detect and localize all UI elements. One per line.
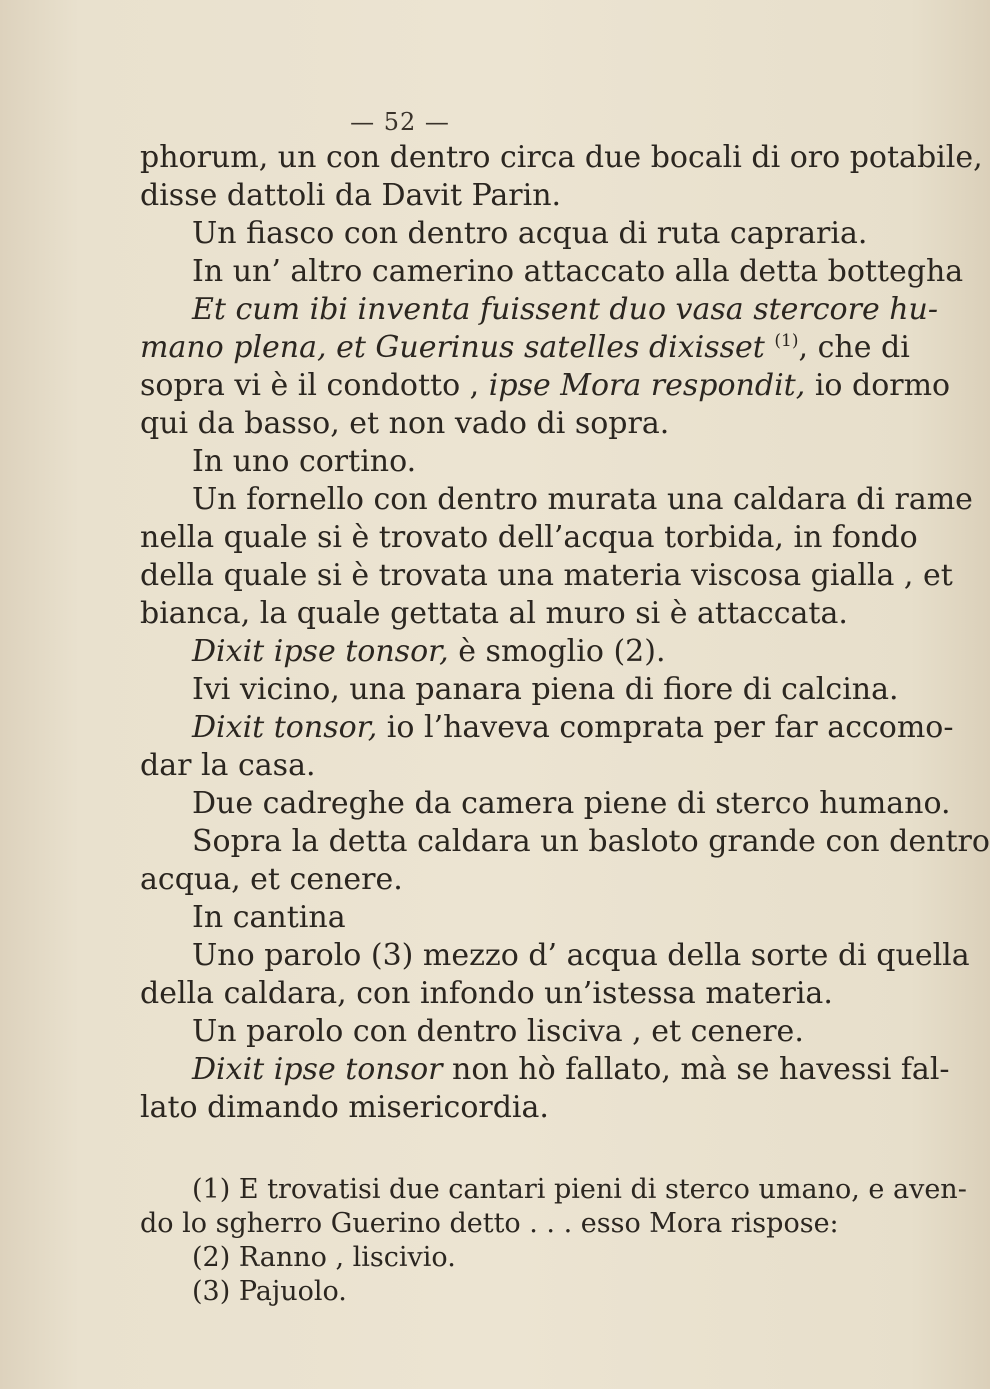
text-line: qui da basso, et non vado di sopra. [140,406,670,441]
latin-phrase: Dixit ipse tonsor, [192,634,449,669]
page-number: — 52 — [350,108,450,136]
text-line [140,330,910,366]
footnote: do lo sgherro Guerino detto . . . esso Mora rispose: [140,1208,839,1239]
text-fragment: io dormo [814,368,951,403]
footnote: (2) Ranno , liscivio. [192,1242,456,1273]
section-heading: In uno cortino. [192,444,417,479]
latin-phrase: Dixit ipse tonsor [192,1052,443,1087]
text-line: della quale si è trovata una materia viscosa gialla , et [140,558,953,593]
footnote: (3) Pajuolo. [192,1276,347,1307]
text-line: lato dimando misericordia. [140,1090,549,1125]
text-line: acqua, et cenere. [140,862,403,897]
footnote: (1) E trovatisi due cantari pieni di sterco umano, e aven- [192,1174,967,1205]
text-line [192,710,954,746]
text-fragment: è smoglio (2). [458,634,666,669]
text-fragment: , che di [798,330,910,365]
text-fragment: io l’haveva comprata per far accomo- [386,710,954,745]
text-fragment: non hò fallato, mà se havessi fal- [452,1052,950,1087]
text-line: Un fornello con dentro murata una caldara di rame [192,482,973,517]
text-line: nella quale si è trovato dell’acqua torbida, in fondo [140,520,918,555]
text-line-content: phorum, un con dentro circa due bocali di oro potabile, [140,140,983,175]
text-line: Due cadreghe da camera piene di sterco humano. [192,786,951,821]
text-line: In un’ altro camerino attaccato alla detta bottegha [192,254,964,289]
text-line: Un fiasco con dentro acqua di ruta capraria. [192,216,868,251]
latin-phrase: Dixit tonsor, [192,710,378,745]
text-line: della caldara, con infondo un’istessa materia. [140,976,833,1011]
text-line [192,634,665,670]
text-line [140,140,983,176]
text-line: disse dattoli da Davit Parin. [140,178,562,213]
text-line [140,368,950,404]
latin-phrase: mano plena, et Guerinus satelles dixisset [140,330,765,365]
text-line: Sopra la detta caldara un basloto grande con dentro [192,824,990,859]
text-line: Un parolo con dentro lisciva , et cenere. [192,1014,804,1049]
text-line [192,1052,950,1088]
text-line: dar la casa. [140,748,316,783]
text-line: Et cum ibi inventa fuissent duo vasa stercore hu- [192,292,939,327]
text-line: bianca, la quale gettata al muro si è attaccata. [140,596,848,631]
section-heading: In cantina [192,900,346,935]
text-fragment: sopra vi è il condotto , [140,368,480,403]
text-line: Uno parolo (3) mezzo d’ acqua della sorte di quella [192,938,970,973]
latin-phrase: ipse Mora respondit, [488,368,806,403]
footnote-ref: (1) [774,331,799,351]
text-line: Ivi vicino, una panara piena di fiore di calcina. [192,672,899,707]
